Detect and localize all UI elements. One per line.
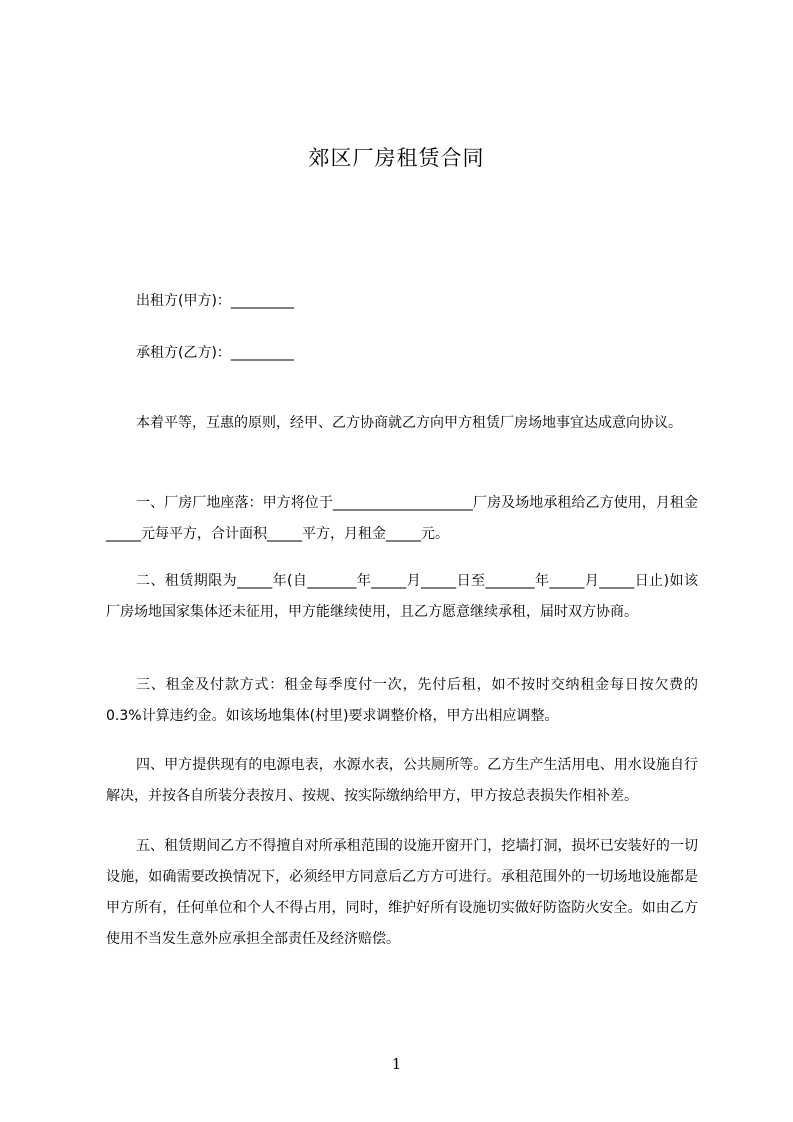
party-b-line: 承租方(乙方)：_________ — [136, 345, 294, 361]
paragraph-preamble: 本着平等，互惠的原则，经甲、乙方协商就乙方向甲方租赁厂房场地事宜达成意向协议。 — [136, 415, 682, 431]
paragraph-clause-5: 五、租赁期间乙方不得擅自对所承租范围的设施开窗开门，挖墙打洞，损坏已安装好的一切设施，如确需要改换情况下，必须经甲方同意后乙方方可进行。承租范围外的一切场地设施都是甲方所有，任何单位和个人不得占用，同时，维护好所有设施切实做好防盗防火安全。如由乙方使用不当发生意外应承担全部责任及经济赔偿。 — [106, 838, 698, 947]
paragraph-clause-1: 一、厂房厂地座落：甲方将位于____________________厂房及场地承租给乙方使用，月租金_____元每平方，合计面积_____平方，月租金_____元。 — [106, 495, 698, 542]
paragraph-clause-3: 三、租金及付款方式：租金每季度付一次，先付后租，如不按时交纳租金每日按欠费的0.3%计算违约金。如该场地集体(村里)要求调整价格，甲方出相应调整。 — [106, 677, 698, 724]
page-number: 1 — [391, 1055, 402, 1073]
paragraph-clause-4: 四、甲方提供现有的电源电表，水源水表，公共厕所等。乙方生产生活用电、用水设施自行解决，并按各自所装分表按月、按规、按实际缴纳给甲方，甲方按总表损失作相补差。 — [106, 757, 698, 804]
document-title: 郊区厂房租赁合同 — [308, 146, 485, 170]
paragraph-clause-2: 二、租赁期限为_____年(自_______年_____月_____日至_______年_____月_____日止)如该厂房场地国家集体还未征用，甲方能继续使用，且乙方愿意继续承租，届时双方协商。 — [106, 573, 698, 620]
party-a-line: 出租方(甲方)：_________ — [136, 293, 294, 309]
